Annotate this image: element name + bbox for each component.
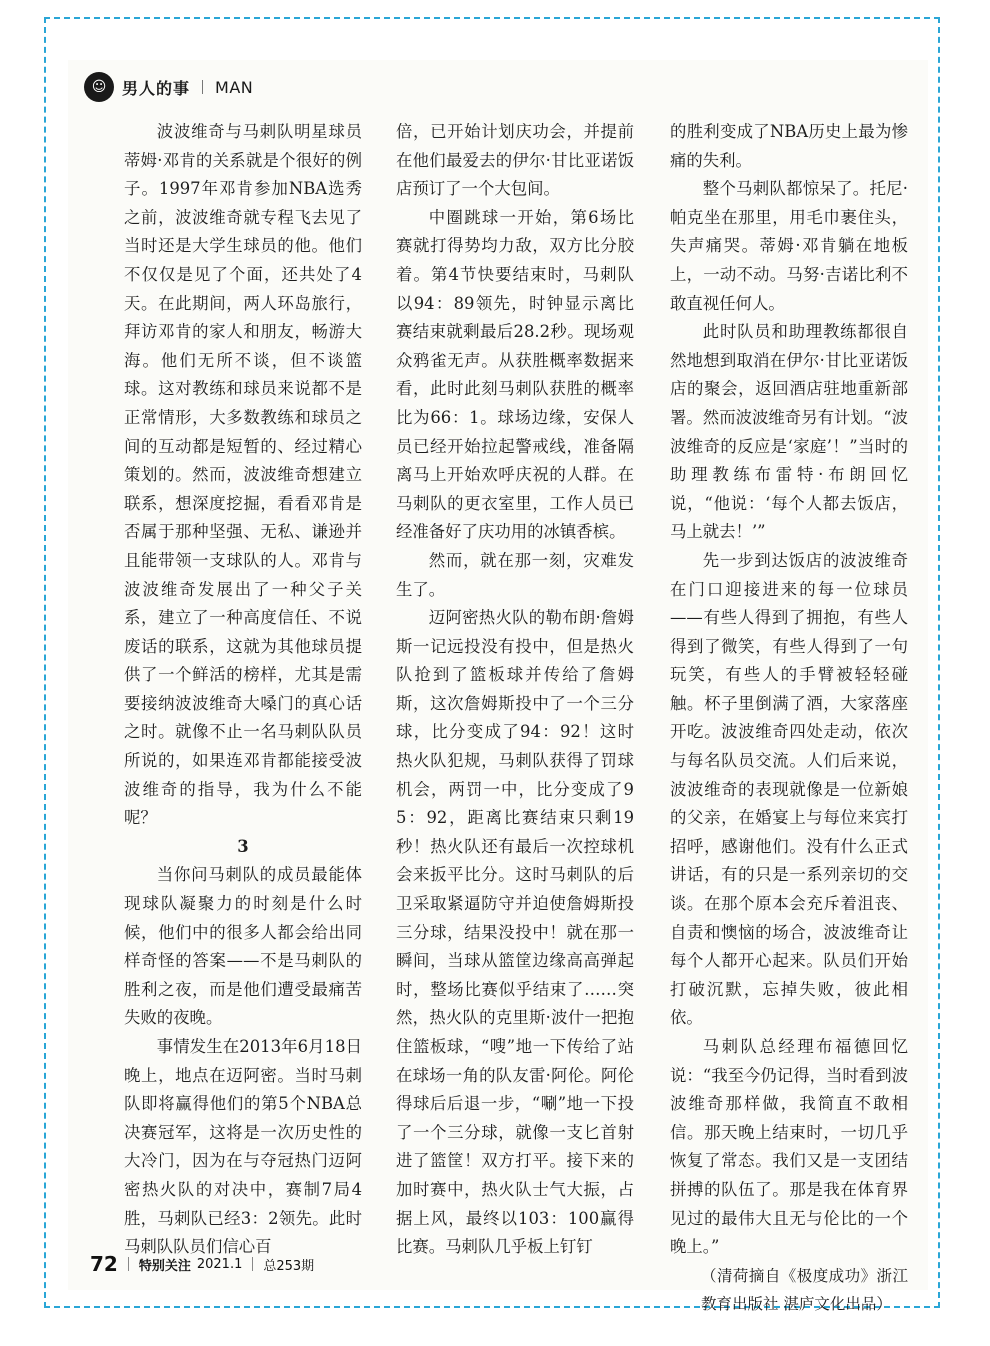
footer-divider xyxy=(252,1257,253,1271)
issue-date: 2021.1 xyxy=(196,1256,243,1272)
paragraph: 整个马刺队都惊呆了。托尼·帕克坐在那里，用毛巾裹住头，失声痛哭。蒂姆·邓肯躺在地板上，一动不动。马努·吉诺比利不敢直视任何人。 xyxy=(670,179,908,313)
paragraph: 中圈跳球一开始，第6场比赛就打得势均力敌，双方比分胶着。第4节快要结束时，马刺队以94：89领先，时钟显示离比赛结束就剩最后28.2秒。现场观众鸦雀无声。从获胜概率数据来看，此时此刻马刺队获胜的概率比为66：1。球场边缘，安保人员已经开始拉起警戒线，准备隔离马上开始欢呼庆祝的人群。在马刺队的更衣室里，工作人员已经准备好了庆功用的冰镇香槟。 xyxy=(396,207,634,542)
footer-divider xyxy=(128,1257,129,1271)
paragraph: 当你问马刺队的成员最能体现球队凝聚力的时刻是什么时候，他们中的很多人都会给出同样奇怪的答案——不是马刺队的胜利之夜，而是他们遭受最痛苦失败的夜晚。 xyxy=(124,865,362,1028)
paragraph: 事情发生在2013年6月18日晚上，地点在迈阿密。当时马刺队即将赢得他们的第5个NBA总决赛冠军，这将是一次历史性的大冷门，因为在与夺冠热门迈阿密热火队的对决中，赛制7局4胜，马刺队已经3：2领先。此时马刺队队员们信心百 xyxy=(124,1037,362,1257)
page-number: 72 xyxy=(90,1252,118,1276)
paragraph: 此时队员和助理教练都很自然地想到取消在伊尔·甘比亚诺饭店的聚会，返回酒店驻地重新部署。然而波波维奇另有计划。“波波维奇的反应是‘家庭’！”当时的助理教练布雷特·布朗回忆说，“他说：‘每个人都去饭店，马上就去！’” xyxy=(670,322,908,542)
page-header xyxy=(84,70,253,104)
paragraph-continuation: 的胜利变成了NBA历史上最为惨痛的失利。 xyxy=(670,122,908,170)
paragraph: 迈阿密热火队的勒布朗·詹姆斯一记远投没有投中，但是热火队抢到了篮板球并传给了詹姆斯，这次詹姆斯投中了一个三分球，比分变成了94：92！这时热火队犯规，马刺队获得了罚球机会，两罚一中，比分变成了95：92，距离比赛结束只剩19秒！热火队还有最后一次控球机会来扳平比分。这时马刺队的后卫采取紧逼防守并迫使詹姆斯投三分球，结果没投中！就在那一瞬间，当球从篮筐边缘高高弹起时，整场比赛似乎结束了……突然，热火队的克里斯·波什一把抱住篮板球，“嗖”地一下传给了站在球场一角的队友雷·阿伦。阿伦得球后后退一步，“唰”地一下投了一个三分球，就像一支匕首射进了篮筐！双方打平。接下来的加时赛中，热火队士气大振，占据上风，最终以103：100赢得比赛。马刺队几乎板上钉钉 xyxy=(396,608,634,1257)
paragraph-continuation: 倍，已开始计划庆功会，并提前在他们最爱去的伊尔·甘比亚诺饭店预订了一个大包间。 xyxy=(396,122,634,199)
paragraph: 波波维奇与马刺队明星球员蒂姆·邓肯的关系就是个很好的例子。1997年邓肯参加NBA选秀之前，波波维奇就专程飞去见了当时还是大学生球员的他。他们不仅仅是见了个面，还共处了4天。在此期间，两人环岛旅行，拜访邓肯的家人和朋友，畅游大海。他们无所不谈，但不谈篮球。这对教练和球员来说都不是正常情形，大多数教练和球员之间的互动都是短暂的、经过精心策划的。然而，波波维奇想建立联系，想深度挖掘，看看邓肯是否属于那种坚强、无私、谦逊并且能带领一支球队的人。邓肯与波波维奇发展出了一种父子关系，建立了一种高度信任、不说废话的联系，这就为其他球员提供了一个鲜活的榜样，尤其是需要接纳波波维奇大嗓门的真心话之时。就像不止一名马刺队队员所说的，如果连邓肯都能接受波波维奇的指导，我为什么不能呢？ xyxy=(124,122,362,828)
page-footer xyxy=(90,1252,314,1276)
column-title: 男人的事 xyxy=(122,78,191,98)
paragraph: 先一步到达饭店的波波维奇在门口迎接进来的每一位球员——有些人得到了拥抱，有些人得到了微笑，有些人得到了一句玩笑，有些人的手臂被轻轻碰触。杯子里倒满了酒，大家落座开吃。波波维奇四处走动，依次与每名队员交流。人们后来说，波波维奇的表现就像是一位新娘的父亲，在婚宴上与每位来宾打招呼，感谢他们。没有什么正式讲话，有的只是一系列亲切的交谈。在那个原本会充斥着沮丧、自责和懊恼的场合，波波维奇让每个人都开心起来。队员们开始打破沉默，忘掉失败，彼此相依。 xyxy=(670,550,908,1028)
publication-name: 特别关注 xyxy=(138,1258,191,1274)
issue-total: 总253期 xyxy=(263,1258,315,1274)
article-source: （清荷摘自《极度成功》浙江教育出版社 湛庐文化出品） xyxy=(701,1266,908,1313)
paragraph: 马刺队总经理布福德回忆说：“我至今仍记得，当时看到波波维奇那样做，我简直不敢相信。那天晚上结束时，一切几乎恢复了常态。我们又是一支团结拼搏的队伍了。那是我在体育界见过的最伟大且无与伦比的一个晚上。” xyxy=(670,1037,908,1257)
man-profile-icon: ☺ xyxy=(84,72,114,102)
article-column-1 xyxy=(124,118,362,1262)
column-title-en: MAN xyxy=(215,77,254,97)
paragraph: 然而，就在那一刻，灾难发生了。 xyxy=(396,550,634,599)
article-column-3 xyxy=(670,118,908,1318)
section-number: 3 xyxy=(237,836,249,856)
header-divider xyxy=(202,80,203,94)
article-column-2 xyxy=(396,118,634,1262)
